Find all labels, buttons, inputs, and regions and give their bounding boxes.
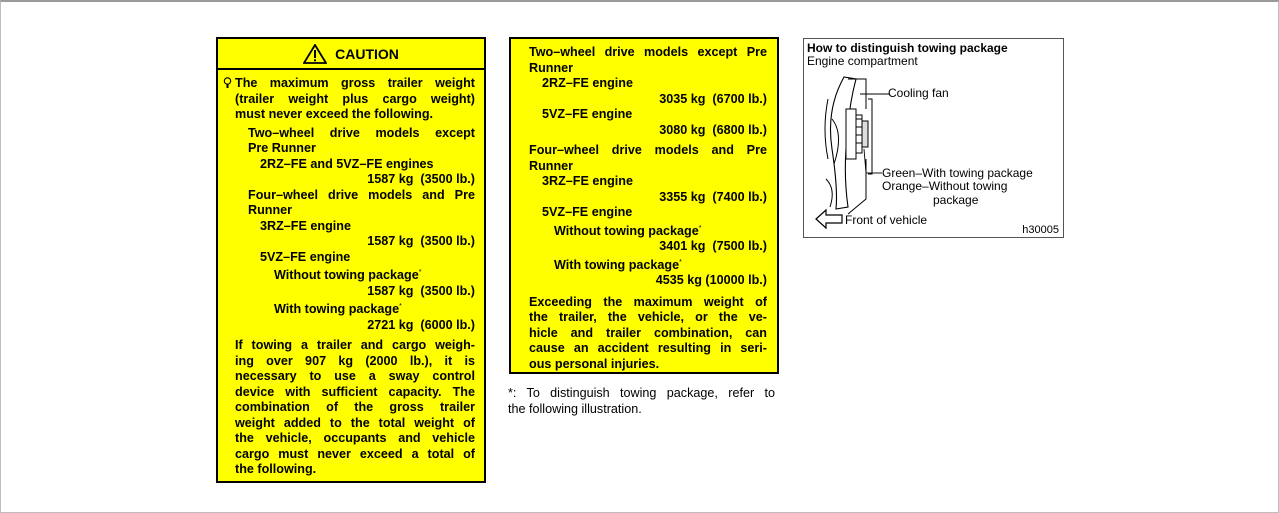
package-label: With towing package*	[554, 257, 682, 272]
caution-title: CAUTION	[335, 45, 399, 62]
warning-triangle-icon	[303, 44, 327, 64]
weight-value: 1587 kg (3500 lb.)	[367, 234, 475, 248]
weight-value: 3035 kg (6700 lb.)	[659, 91, 767, 106]
engine-label: 5VZ–FE engine	[260, 249, 351, 264]
figure-code: h30005	[1022, 224, 1059, 236]
caution-box	[216, 37, 486, 483]
four-wd-section: Four–wheel drive models and Pre Runner	[248, 187, 475, 217]
weight-value: 3401 kg (7500 lb.)	[659, 239, 767, 254]
package-label: Without towing package*	[274, 268, 422, 283]
two-wd-section: Two–wheel drive models except Pre Runner	[529, 45, 767, 75]
cooling-fan-illustration	[804, 39, 1063, 237]
green-label: Green–With towing package	[882, 166, 1033, 180]
figure-title: How to distinguish towing package	[807, 41, 1008, 55]
cooling-fan-label: Cooling fan	[888, 86, 949, 100]
engine-label: 3RZ–FE engine	[260, 218, 351, 233]
front-of-vehicle-label: Front of vehicle	[845, 213, 928, 227]
engine-label: 2RZ–FE engine	[542, 76, 633, 90]
weight-value: 4535 kg (10000 lb.)	[655, 273, 767, 288]
four-wd-section: Four–wheel drive models and Pre Runner	[529, 143, 767, 173]
package-label: Without towing package*	[554, 223, 702, 238]
weight-value: 2721 kg (6000 lb.)	[367, 317, 475, 332]
figure-subtitle: Engine compartment	[807, 54, 918, 68]
weight-value: 3355 kg (7400 lb.)	[659, 189, 767, 204]
towing-package-figure	[803, 38, 1064, 238]
weight-value: 3080 kg (6800 lb.)	[659, 122, 767, 137]
engine-label: 3RZ–FE engine	[542, 174, 633, 188]
caution-footer: If towing a trailer and cargo weigh- ing over 907 kg (2000 lb.), it is necessary to use a sway control device with sufficient capacity. The combination of the gross trailer weight added to the total weight of the vehicle, occupants and vehicle cargo must never exceed a total of the following.	[235, 338, 475, 477]
two-wd-section: Two–wheel drive models except Pre Runner	[248, 125, 475, 155]
engine-label: 5VZ–FE engine	[542, 107, 633, 121]
orange-label: Orange–Without towing	[882, 179, 1008, 193]
bullet-icon	[223, 76, 232, 95]
caution-header	[218, 39, 484, 70]
engine-label: 5VZ–FE engine	[542, 205, 633, 219]
package-label: With towing package*	[274, 302, 402, 317]
engine-label: 2RZ–FE and 5VZ–FE engines	[260, 156, 434, 171]
footnote: *: To distinguish towing package, refer to the following illustration.	[508, 386, 775, 416]
orange-label-cont: package	[933, 193, 979, 207]
weight-value: 1587 kg (3500 lb.)	[367, 283, 475, 298]
weight-value: 1587 kg (3500 lb.)	[367, 172, 475, 186]
caution-intro: The maximum gross trailer weight (trailer weight plus cargo weight) must never exceed the following.	[235, 76, 475, 123]
warning-text: Exceeding the maximum weight of the trailer, the vehicle, or the ve- hicle and trailer combination, can cause an accident resulting in seri- ous personal injuries.	[529, 294, 767, 371]
caution-continued-box	[509, 37, 779, 374]
